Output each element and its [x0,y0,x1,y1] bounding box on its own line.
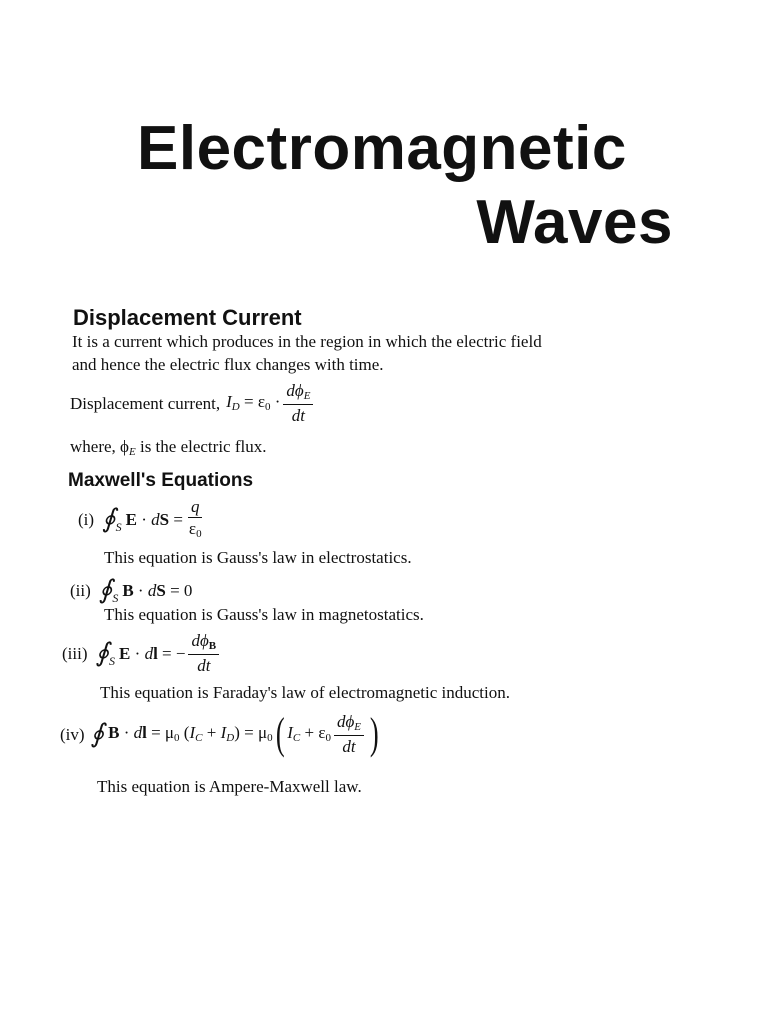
maxwell-equation-1: (i) ∮ S E · dS = $\frac{q}{\varepsilon_0}$ [78,498,208,540]
closed-integral-symbol: ∮ [95,638,110,667]
equation-number: (ii) [70,580,91,600]
paragraph-line: It is a current which produces in the region in which the electric field [72,332,542,351]
equation-number: (i) [78,509,95,529]
flux-definition: where, $\phi_E$ is the electric flux. [70,437,267,458]
fraction: $\frac{d\phi_E}{dt}$ [283,382,313,424]
fraction: $\frac{q}{\varepsilon_0}$ [188,497,202,540]
equation-number: (iii) [62,643,88,663]
closed-integral-symbol: ∮ [98,575,113,604]
close-paren: ) [369,709,379,758]
page-title-line-1: Electromagnetic [137,114,627,183]
fraction: $\frac{d\phi_E}{dt}$ [334,713,364,755]
formula-expression: $I_D = \varepsilon_0$ · [226,392,281,413]
closed-integral-symbol: ∮ [90,719,105,748]
open-paren: ( [275,709,285,758]
equation-note: This equation is Gauss's law in electrostatics. [104,548,412,567]
formula-label: Displacement current, [70,393,221,413]
fraction: $\frac{d\phi_B}{dt}$ [188,632,219,674]
maxwell-equation-4: (iv) ∮ B · dl = $\mu_0$ $(I_C + I_D) = \mu_0$ ( $I_C + \varepsilon_0$ $\frac{d\phi_E}{dt}$ ) [60,709,379,758]
equation-note: This equation is Ampere-Maxwell law. [97,777,362,796]
section-heading-maxwells-equations: Maxwell's Equations [68,470,254,491]
section-heading-displacement-current: Displacement Current [73,305,302,330]
maxwell-equation-2: (ii) ∮ S B · dS = 0 [70,575,193,605]
equation-number: (iv) [60,724,85,744]
equation-note: This equation is Gauss's law in magnetostatics. [104,605,424,624]
maxwell-equation-3: (iii) ∮ S E · dl = − $\frac{d\phi_B}{dt}$ [62,632,222,674]
page-title-line-2: Waves [476,188,673,257]
closed-integral-symbol: ∮ [102,504,116,533]
paragraph-line: and hence the electric flux changes with time. [72,355,384,374]
displacement-current-formula [70,382,316,424]
equation-note: This equation is Faraday's law of electromagnetic induction. [100,683,511,702]
